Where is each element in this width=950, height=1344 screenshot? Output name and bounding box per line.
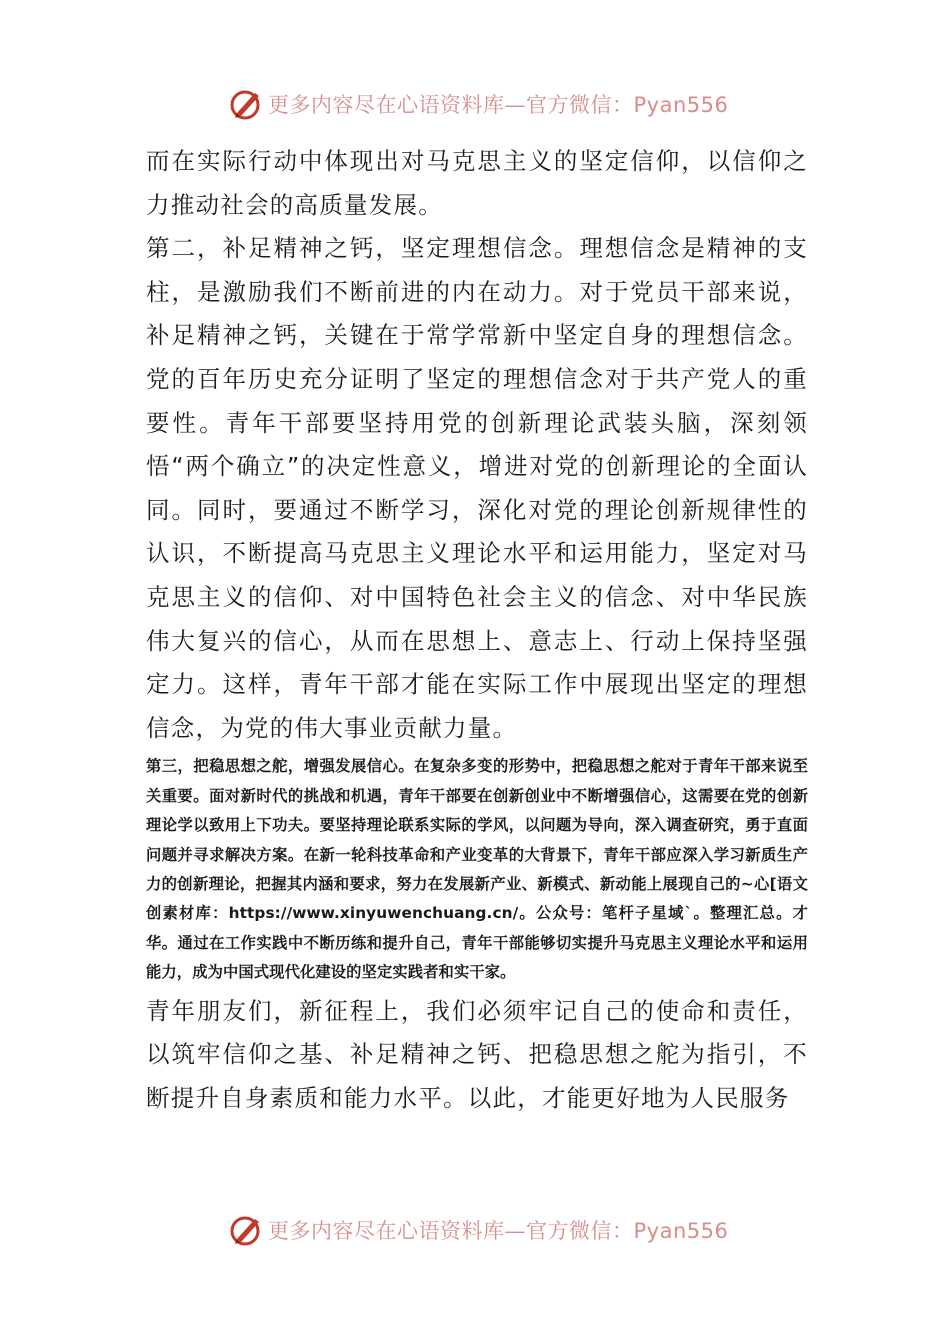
paragraph-4: 青年朋友们，新征程上，我们必须牢记自己的使命和责任，以筑牢信仰之基、补足精神之钙、把稳思想之舵为指引，不断提升自身素质和能力水平。以此，才能更好地为人民服务 bbox=[146, 996, 808, 1112]
footer-slogan-text: 更多内容尽在心语资料库—官方微信： bbox=[268, 1219, 634, 1243]
paragraph-1-continuation: 而在实际行动中体现出对马克思主义的坚定信仰，以信仰之力推动社会的高质量发展。 bbox=[146, 147, 808, 219]
header-wechat-id: Pyan556 bbox=[633, 93, 729, 117]
paragraph-3: 第三，把稳思想之舵，增强发展信心。在复杂多变的形势中，把稳思想之舵对于青年干部来说至关重要。面对新时代的挑战和机遇，青年干部要在创新创业中不断增强信心，这需要在党的创新理论学以致用上下功夫。要坚持理论联系实际的学风，以问题为导向，深入调查研究，勇于直面问题并寻求解决方案。在新一轮科技革命和产业变革的大背景下，青年干部应深入学习新质生产力的创新理论，把握其内涵和要求，努力在发展新产业、新模式、新动能上展现自己的~心[语文创素材库：https://www.xinyuwenchuang.cn/。公众号：笔杆子星域`。整理汇总。才华。通过在工作实践中不断历练和提升自己，青年干部能够切实提升马克思主义理论水平和运用能力，成为中国式现代化建设的坚定实践者和实干家。 bbox=[146, 757, 808, 982]
pen-logo-icon bbox=[228, 86, 264, 122]
document-body bbox=[146, 140, 808, 1120]
footer-slogan bbox=[268, 1215, 728, 1245]
header-slogan-text: 更多内容尽在心语资料库—官方微信： bbox=[268, 93, 634, 117]
header-banner bbox=[228, 84, 748, 124]
footer-wechat-id: Pyan556 bbox=[633, 1219, 729, 1243]
paragraph-2: 第二，补足精神之钙，坚定理想信念。理想信念是精神的支柱，是激励我们不断前进的内在动力。对于党员干部来说，补足精神之钙，关键在于常学常新中坚定自身的理想信念。党的百年历史充分证明了坚定的理想信念对于共产党人的重要性。青年干部要坚持用党的创新理论武装头脑，深刻领悟“两个确立”的决定性意义，增进对党的创新理论的全面认同。同时，要通过不断学习，深化对党的理论创新规律性的认识，不断提高马克思主义理论水平和运用能力，坚定对马克思主义的信仰、对中国特色社会主义的信念、对中华民族伟大复兴的信心，从而在思想上、意志上、行动上保持坚强定力。这样，青年干部才能在实际工作中展现出坚定的理想信念，为党的伟大事业贡献力量。 bbox=[146, 234, 808, 742]
footer-banner bbox=[228, 1210, 748, 1250]
header-slogan bbox=[268, 89, 728, 119]
pen-logo-icon bbox=[228, 1212, 264, 1248]
